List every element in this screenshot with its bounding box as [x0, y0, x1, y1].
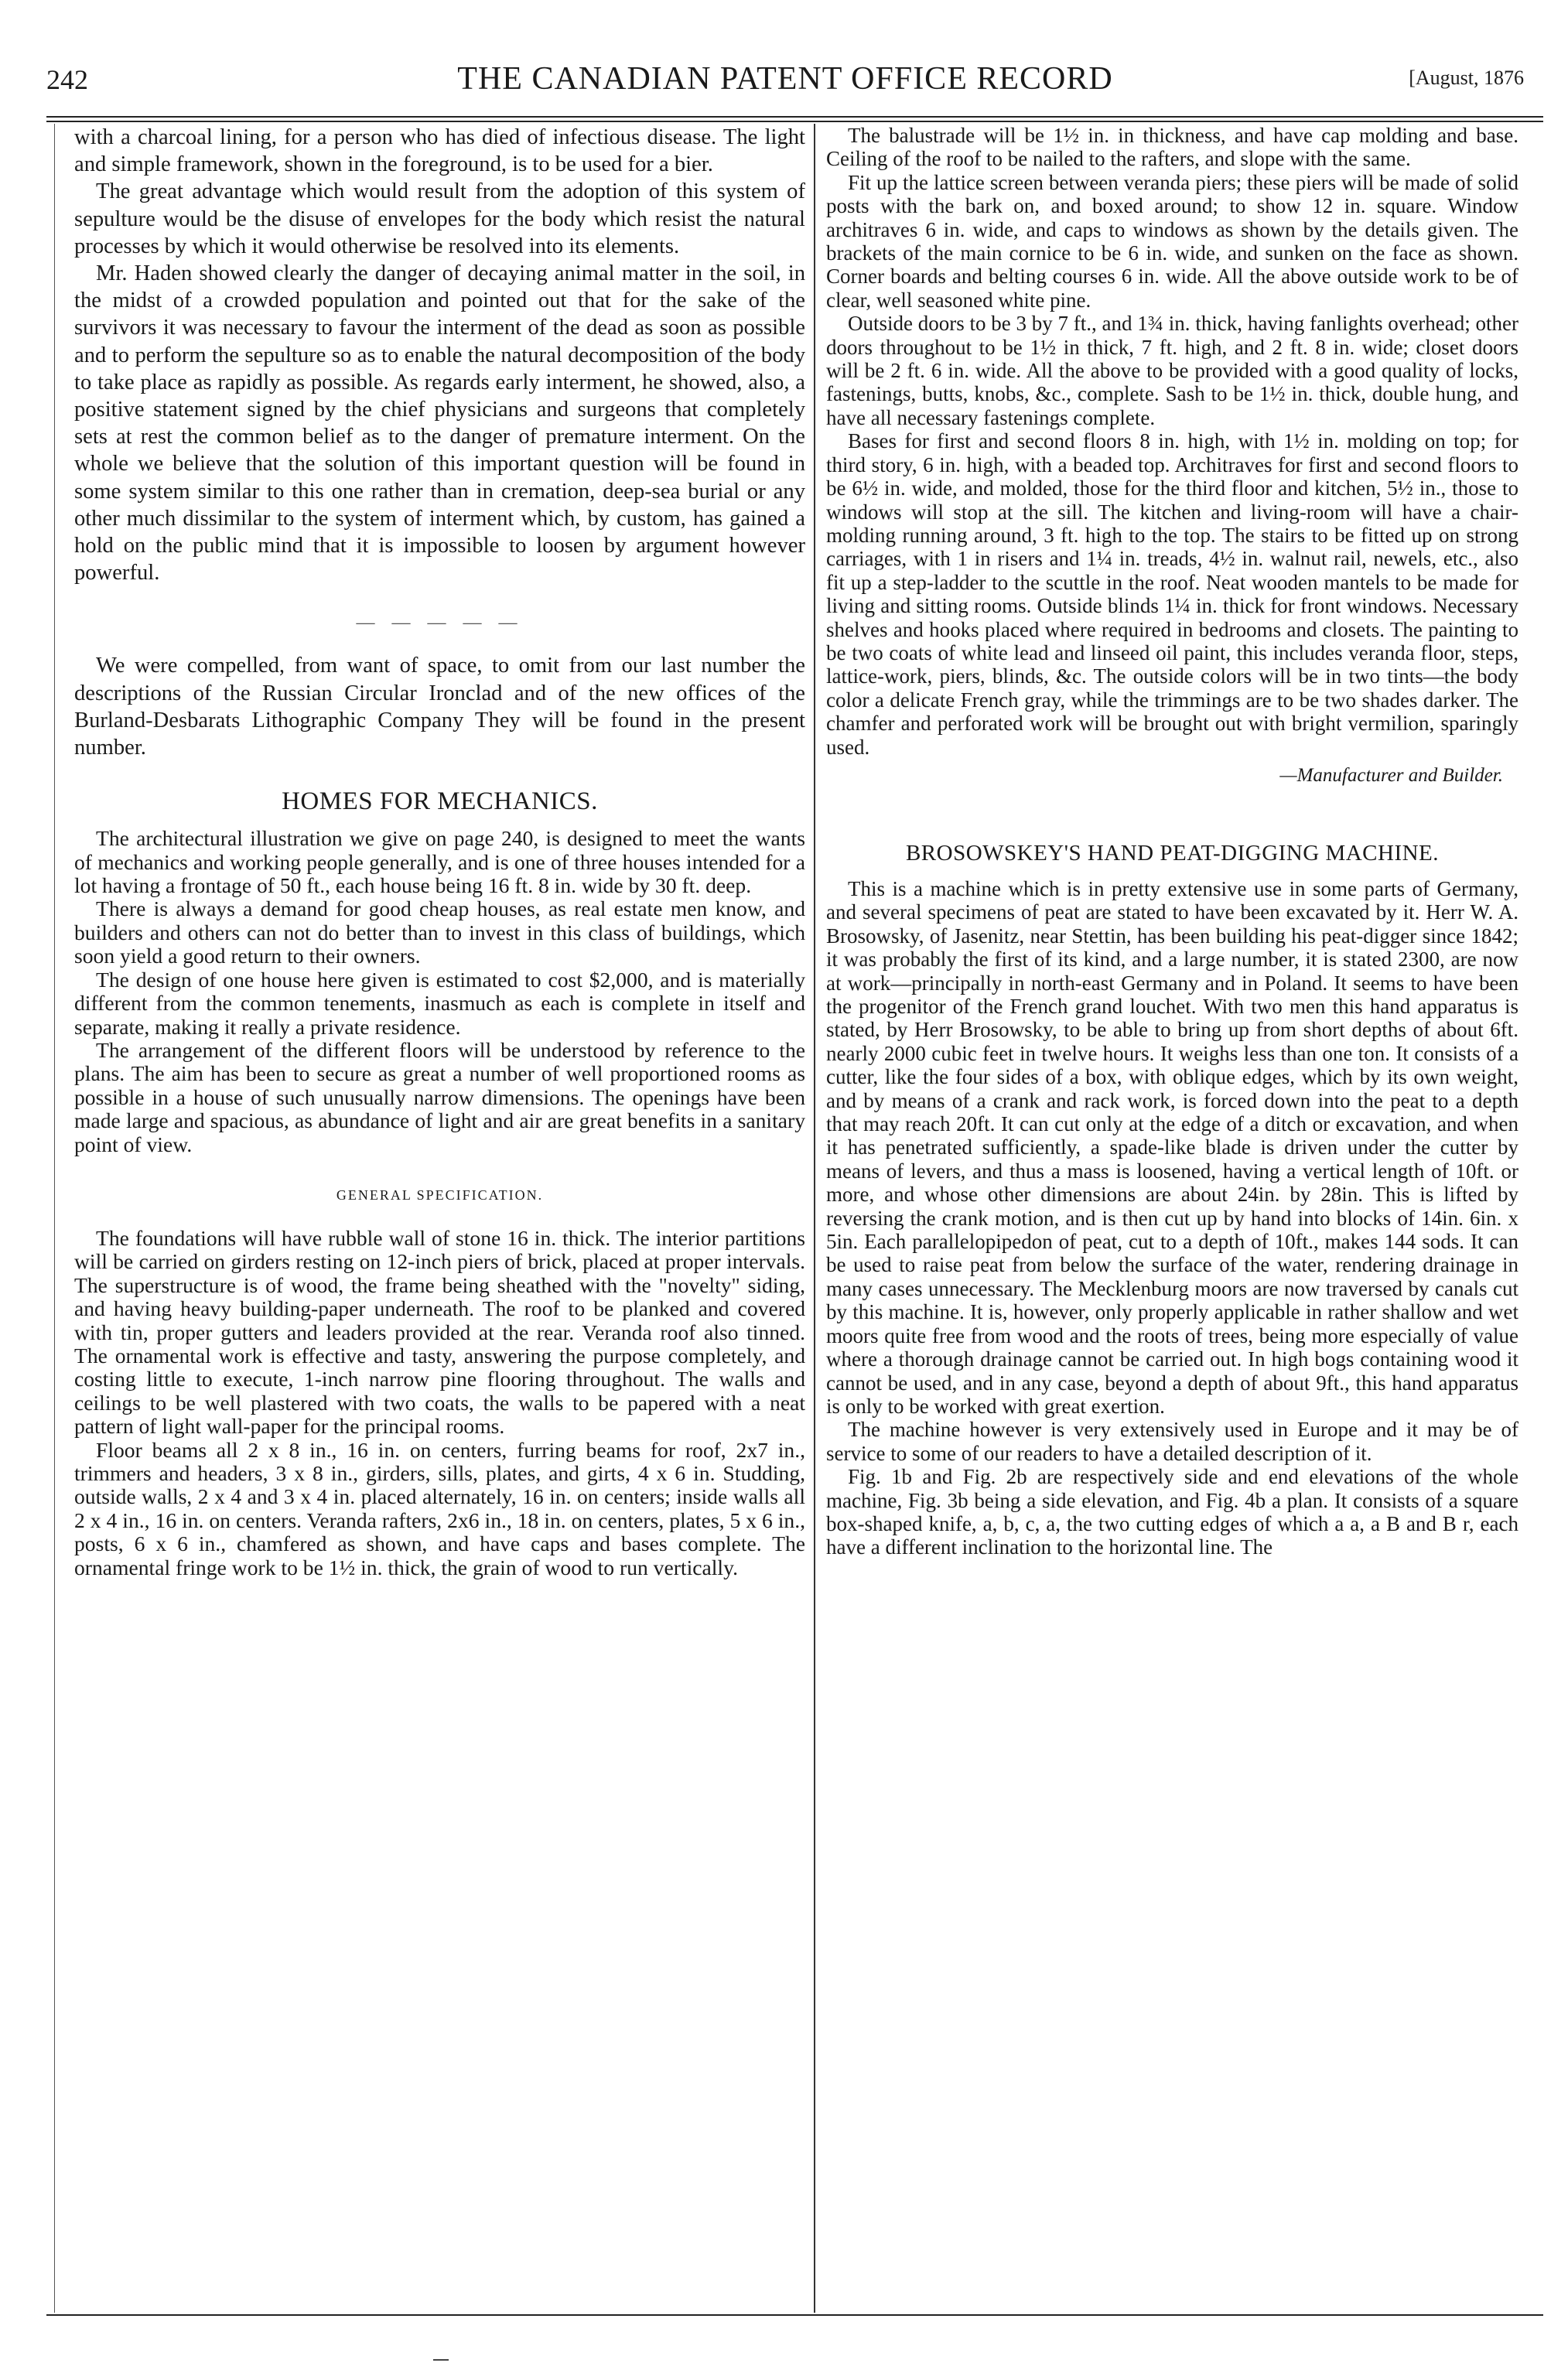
section-separator: — — — — — — [356, 613, 524, 633]
paragraph: Mr. Haden showed clearly the danger of decaying animal matter in the soil, in the midst of a crowded population and pointed out that for the sake of the survivors it was necessary to favour the interment of the dead as soon as possible and to perform the sepulture so as to enable the natural decomposition of the body to take place as rapidly as possible. As regards early interment, he showed, also, a positive statement signed by the chief physicians and surgeons that completely sets at rest the common belief as to the danger of premature interment. On the whole we believe that the solution of this important question will be found in some system similar to this one rather than in cremation, deep-sea burial or any other much dissimilar to the system of interment which, by custom, has gained a hold on the public mind that it is impossible to loosen by argument however powerful. — [74, 261, 805, 586]
subheading-specification: GENERAL SPECIFICATION. — [336, 1187, 544, 1203]
footer-rule — [46, 2314, 1543, 2316]
editorial-notice: We were compelled, from want of space, to omit from our last number the descriptions of the Russian Circular Ironclad and of the new offices of the Burland-Desbarats Lithographic Company They will be found in the present number. — [74, 654, 805, 760]
column-divider — [814, 124, 815, 2313]
section-heading-peat: BROSOWSKEY'S HAND PEAT-DIGGING MACHINE. — [905, 840, 1440, 866]
footer-mark — [433, 2359, 449, 2361]
issue-date: [August, 1876 — [1409, 67, 1524, 89]
paragraph: Floor beams all 2 x 8 in., 16 in. on centers, furring beams for roof, 2x7 in., trimmers and headers, 3 x 8 in., girders, sills, plates, and girts, 4 x 6 in. Studding, outside walls, 2 x 4 and 3 x 4 in. placed alternately, 16 in. on centers; inside walls all 2 x 4 in., 16 in. on centers. Veranda rafters, 2x6 in., 18 in. on centers, plates, 5 x 6 in., posts, 6 x 6 in., chamfered as shown, and have caps and bases complete. The ornamental fringe work to be 1½ in. thick, the grain of wood to run vertically. — [74, 1437, 805, 1579]
paragraph: Fig. 1b and Fig. 2b are respectively side and end elevations of the whole machine, Fig. 3b being a side elevation, and Fig. 4b a plan. It consists of a square box-shaped knife, a, b, c, a, the two cutting edges of which a a, a B and B r, each have a different inclination to the horizontal line. The — [826, 1465, 1518, 1559]
paragraph: The foundations will have rubble wall of stone 16 in. thick. The interior partitions will be carried on girders resting on 12-inch piers of brick, placed at proper intervals. The superstructure is of wood, the frame being sheathed with the "novelty" siding, and having heavy building-paper underneath. The roof to be planked and covered with tin, proper gutters and leaders provided at the rear. Veranda roof also tinned. The ornamental work is effective and tasty, answering the purpose completely, and costing little to execute, 1-inch narrow pine flooring throughout. The walls and ceilings to be well plastered with two coats, the walls to be papered with a neat pattern of light wall-paper for the principal rooms. — [74, 1225, 805, 1439]
paragraph: The arrangement of the different floors will be understood by reference to the plans. The aim has been to secure as great a number of well proportioned rooms as possible in a house of such unusually narrow dimensions. The openings have been made large and spacious, as abundance of light and air are great benefits in a sanitary point of view. — [74, 1037, 805, 1156]
header-rule — [46, 116, 1543, 118]
paragraph: with a charcoal lining, for a person who has died of infectious disease. The light and simple framework, shown in the foreground, is to be used for a bier. — [74, 125, 805, 177]
left-margin-rule — [54, 124, 55, 2313]
paragraph: Outside doors to be 3 by 7 ft., and 1¾ in. thick, having fanlights overhead; other doors throughout to be 1½ in thick, 7 ft. high, and 2 ft. 8 in. wide; closet doors will be 2 ft. 6 in. wide. All the above to be provided with a good quality of locks, fastenings, butts, knobs, &c., complete. Sash to be 1½ in. thick, double hung, and have all necessary fastenings complete. — [826, 312, 1518, 429]
page-header — [46, 56, 1524, 110]
paragraph: This is a machine which is in pretty extensive use in some parts of Germany, and several specimens of peat are stated to have been excavated by it. Herr W. A. Brosowsky, of Jasenitz, near Stettin, has been building his peat-digger since 1842; it was probably the first of its kind, and a large number, it is stated 2300, are now at work—principally in north-east Germany and in Poland. It seems to have been the progenitor of the French grand louchet. With two men this hand apparatus is stated, by Herr Brosowsky, to be able to bring up from short depths of about 6ft. nearly 2000 cubic feet in twelve hours. It weighs less than one ton. It consists of a cutter, like the four sides of a box, with oblique edges, which by its own weight, and by means of a crank and rack work, is forced down into the peat to a depth that may reach 20ft. It can cut only at the edge of a ditch or excavation, and when it has penetrated sufficiently, a spade-like blade is driven under the cutter by means of levers, and thus a mass is loosened, having a vertical length of 10ft. or more, and whose other dimensions are about 24in. by 28in. This is lifted by reversing the crank motion, and is then cut up by hand into blocks of 14in. 6in. x 5in. Each parallelopipedon of peat, cut to a depth of 10ft., makes 144 sods. It can be used to raise peat from below the surface of the water, rendering drainage in many cases unnecessary. The Mecklenburg moors are now traversed by canals cut by this machine. It is, however, only properly applicable in rather shallow and wet moors quite free from wood and the roots of trees, being more especially of value where a thorough drainage cannot be carried out. In high bogs containing wood it cannot be used, and in any case, beyond a depth of about 9ft., this hand apparatus is only to be worked with great exertion. — [826, 876, 1518, 1418]
paragraph: The machine however is very extensively used in Europe and it may be of service to some of our readers to have a detailed description of it. — [826, 1418, 1518, 1465]
paragraph: The design of one house here given is estimated to cost $2,000, and is materially different from the common tenements, inasmuch as each is complete in itself and separate, making it really a private residence. — [74, 967, 805, 1039]
right-column — [826, 124, 1518, 2313]
paragraph: The great advantage which would result from the adoption of this system of sepulture would be the disuse of envelopes for the body which resist the natural processes by which it would otherwise be resolved into its elements. — [74, 179, 805, 258]
section-heading-homes: HOMES FOR MECHANICS. — [282, 787, 598, 816]
page-number: 242 — [46, 64, 88, 95]
paragraph: There is always a demand for good cheap houses, as real estate men know, and builders and others can not do better than to invest in this class of buildings, which soon yield a good return to their owners. — [74, 896, 805, 968]
paragraph: The balustrade will be 1½ in. in thickness, and have cap molding and base. Ceiling of the roof to be nailed to the rafters, and slope with the same. — [826, 124, 1518, 171]
source-credit: —Manufacturer and Builder. — [1279, 764, 1503, 786]
paragraph: Fit up the lattice screen between veranda piers; these piers will be made of solid posts with the bark on, and boxed around; to show 12 in. square. Window architraves 6 in. wide, and caps to windows as shown by the details given. The brackets of the main cornice to be 6 in. wide, and sunken on the face as shown. Corner boards and belting courses 6 in. wide. All the above outside work to be of clear, well seasoned white pine. — [826, 170, 1518, 312]
paragraph: The architectural illustration we give on page 240, is designed to meet the wants of mechanics and working people generally, and is one of three houses intended for a lot having a frontage of 50 ft., each house being 16 ft. 8 in. wide by 30 ft. deep. — [74, 826, 805, 898]
left-column — [74, 124, 805, 2313]
paragraph: Bases for first and second floors 8 in. high, with 1½ in. molding on top; for third story, 6 in. high, with a beaded top. Architraves for first and second floors to be 6½ in. wide, and molded, those for the third floor and kitchen, 5½ in., those to windows will stop at the sill. The kitchen and living-room will have a chair-molding running around, 3 ft. high to the top. The stairs to be fitted up on strong carriages, with 1 in risers and 1¼ in. treads, 4½ in. walnut rail, newels, etc., also fit up a step-ladder to the scuttle in the roof. Neat wooden mantels to be made for living and sitting rooms. Outside blinds 1¼ in. thick for front windows. Necessary shelves and hooks placed where required in bedrooms and closets. The painting to be two coats of white lead and linseed oil paint, this includes veranda floor, steps, lattice-work, piers, blinds, &c. The outside colors will be in two tints—the body color a delicate French gray, while the trimmings are to be two shades darker. The chamfer and perforated work will be brought out with bright vermilion, sparingly used. — [826, 429, 1518, 759]
running-title: THE CANADIAN PATENT OFFICE RECORD — [457, 61, 1113, 97]
header-rule-thin — [46, 121, 1543, 122]
